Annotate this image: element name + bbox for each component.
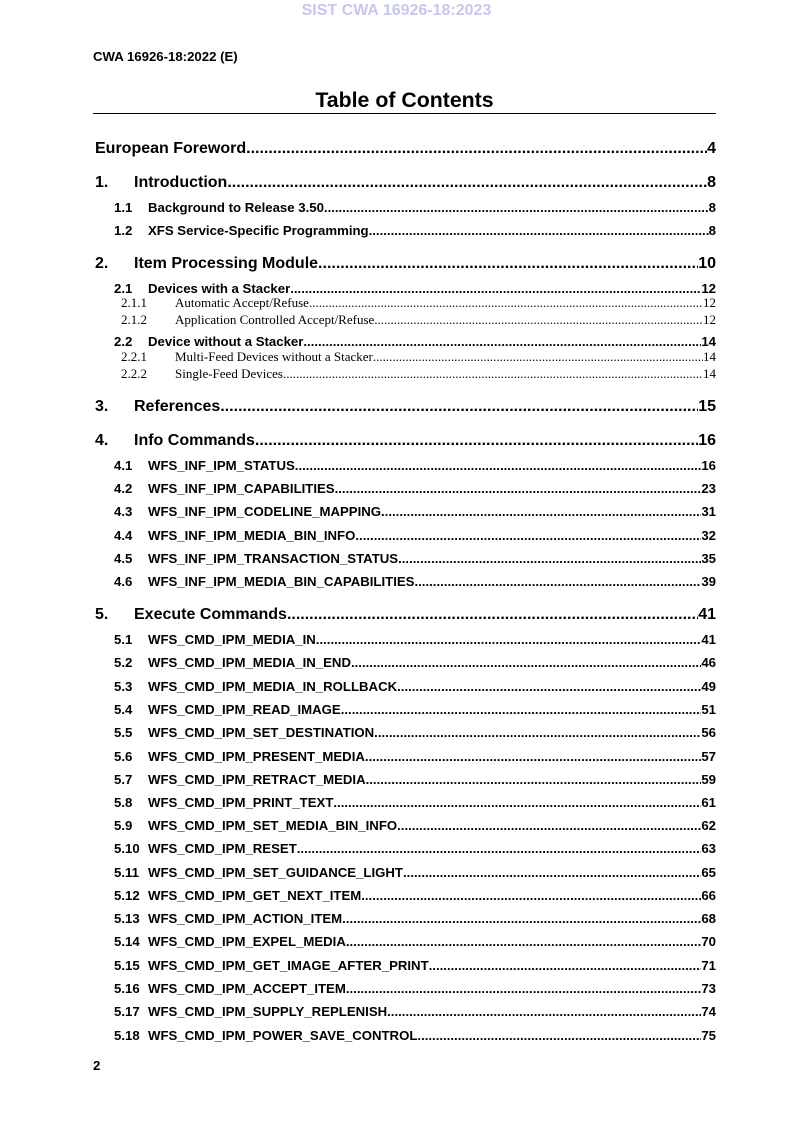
toc-dot-leader (283, 367, 703, 381)
toc-entry-title: WFS_CMD_IPM_SET_DESTINATION (148, 725, 375, 740)
toc-dot-leader (290, 281, 701, 297)
toc-entry-title: WFS_CMD_IPM_ACTION_ITEM (148, 911, 343, 926)
toc-dot-leader (342, 911, 701, 927)
toc-entry-title: Introduction (134, 174, 228, 191)
toc-section-number: 5.1 (114, 632, 133, 647)
toc-dot-leader (227, 173, 707, 193)
toc-section-number: 5.18 (114, 1028, 140, 1043)
toc-dot-leader (373, 350, 703, 364)
toc-dot-leader (355, 528, 701, 544)
toc-page-number: 32 (701, 528, 716, 543)
toc-entry[interactable] (95, 749, 716, 765)
title-divider (93, 113, 716, 114)
toc-page-number: 75 (701, 1028, 716, 1043)
toc-section-number: 5.4 (114, 702, 133, 717)
toc-section-number: 5.6 (114, 749, 133, 764)
toc-entry[interactable] (95, 296, 716, 310)
toc-page-number: 73 (701, 981, 716, 996)
toc-section-number: 1.2 (114, 223, 133, 238)
toc-entry-title: Multi-Feed Devices without a Stacker (175, 349, 373, 364)
toc-dot-leader (403, 865, 701, 881)
toc-entry-title: WFS_CMD_IPM_POWER_SAVE_CONTROL (148, 1028, 418, 1043)
toc-dot-leader (346, 934, 701, 950)
toc-page-number: 23 (701, 481, 716, 496)
toc-entry[interactable] (95, 1004, 716, 1020)
toc-entry-title: WFS_CMD_IPM_GET_NEXT_ITEM (148, 888, 362, 903)
toc-entry-title: European Foreword (95, 140, 247, 157)
toc-entry[interactable] (95, 458, 716, 474)
toc-entry[interactable] (95, 818, 716, 834)
toc-section-number: 4.1 (114, 458, 133, 473)
toc-section-number: 5.2 (114, 655, 133, 670)
toc-entry-title: Application Controlled Accept/Refuse (175, 312, 375, 327)
toc-entry-title: WFS_INF_IPM_CAPABILITIES (148, 481, 335, 496)
toc-section-number: 5.10 (114, 841, 140, 856)
toc-section-number: 2.2.1 (121, 349, 147, 364)
toc-dot-leader (381, 504, 701, 520)
toc-entry[interactable] (95, 1028, 716, 1044)
toc-page-number: 49 (701, 679, 716, 694)
toc-page-number: 74 (701, 1004, 716, 1019)
toc-page-number: 12 (703, 312, 716, 327)
toc-page-number: 8 (707, 174, 716, 191)
toc-entry-title: References (134, 398, 221, 415)
toc-entry-title: WFS_CMD_IPM_SUPPLY_REPLENISH (148, 1004, 388, 1019)
toc-entry-title: WFS_INF_IPM_STATUS (148, 458, 295, 473)
toc-dot-leader (417, 1028, 701, 1044)
toc-entry-title: WFS_CMD_IPM_MEDIA_IN (148, 632, 316, 647)
toc-section-number: 5.13 (114, 911, 140, 926)
toc-dot-leader (398, 551, 701, 567)
toc-dot-leader (366, 772, 702, 788)
toc-section-number: 3. (95, 398, 109, 415)
toc-dot-leader (341, 702, 702, 718)
toc-entry[interactable] (95, 431, 716, 451)
toc-entry[interactable] (95, 934, 716, 950)
toc-page-number: 57 (701, 749, 716, 764)
toc-entry[interactable] (95, 702, 716, 718)
toc-page-number: 16 (698, 432, 716, 449)
toc-entry[interactable] (95, 605, 716, 625)
toc-entry[interactable] (95, 504, 716, 520)
toc-section-number: 5.15 (114, 958, 140, 973)
toc-entry-title: WFS_INF_IPM_TRANSACTION_STATUS (148, 551, 399, 566)
toc-entry-title: WFS_CMD_IPM_READ_IMAGE (148, 702, 341, 717)
toc-entry-title: WFS_INF_IPM_CODELINE_MAPPING (148, 504, 382, 519)
toc-page-number: 61 (701, 795, 716, 810)
toc-section-number: 4.2 (114, 481, 133, 496)
toc-page-number: 39 (701, 574, 716, 589)
toc-section-number: 1.1 (114, 200, 133, 215)
toc-entry[interactable] (95, 795, 716, 811)
toc-section-number: 2.1 (114, 281, 133, 296)
toc-dot-leader (365, 749, 701, 765)
toc-page-number: 4 (707, 140, 716, 157)
toc-entry-title: WFS_CMD_IPM_MEDIA_IN_END (148, 655, 351, 670)
toc-page-number: 15 (698, 398, 716, 415)
toc-section-number: 5.7 (114, 772, 133, 787)
toc-entry[interactable] (95, 574, 716, 590)
toc-page-number: 59 (701, 772, 716, 787)
toc-section-number: 4.6 (114, 574, 133, 589)
toc-page-number: 41 (698, 606, 716, 623)
toc-section-number: 2.2 (114, 334, 133, 349)
toc-entry-title: Item Processing Module (134, 255, 319, 272)
toc-entry-title: WFS_CMD_IPM_SET_MEDIA_BIN_INFO (148, 818, 398, 833)
toc-section-number: 1. (95, 174, 109, 191)
toc-dot-leader (374, 313, 703, 327)
toc-entry-title: WFS_CMD_IPM_ACCEPT_ITEM (148, 981, 346, 996)
toc-entry[interactable] (95, 139, 716, 159)
toc-entry-title: WFS_CMD_IPM_PRESENT_MEDIA (148, 749, 365, 764)
toc-entry-title: Execute Commands (134, 606, 287, 623)
toc-page-number: 65 (701, 865, 716, 880)
toc-dot-leader (414, 574, 701, 590)
toc-page-number: 8 (708, 200, 716, 215)
watermark: SIST CWA 16926-18:2023 (301, 2, 492, 19)
toc-dot-leader (309, 296, 703, 310)
toc-section-number: 5.16 (114, 981, 140, 996)
page-title: Table of Contents (315, 88, 494, 112)
toc-dot-leader (333, 795, 701, 811)
toc-entry[interactable] (95, 528, 716, 544)
toc-dot-leader (335, 481, 702, 497)
toc-dot-leader (351, 655, 701, 671)
toc-dot-leader (246, 139, 707, 159)
toc-section-number: 4.3 (114, 504, 133, 519)
toc-page-number: 62 (701, 818, 716, 833)
toc-entry-title: WFS_CMD_IPM_MEDIA_IN_ROLLBACK (148, 679, 398, 694)
toc-page-number: 14 (701, 334, 716, 349)
toc-entry-title: Devices with a Stacker (148, 281, 291, 296)
toc-dot-leader (374, 725, 701, 741)
toc-entry-title: WFS_CMD_IPM_RESET (148, 841, 297, 856)
toc-dot-leader (316, 632, 702, 648)
toc-entry-title: WFS_INF_IPM_MEDIA_BIN_INFO (148, 528, 356, 543)
toc-entry[interactable] (95, 725, 716, 741)
toc-page-number: 10 (698, 255, 716, 272)
toc-section-number: 4.5 (114, 551, 133, 566)
toc-section-number: 2.1.2 (121, 312, 147, 327)
toc-page-number: 16 (701, 458, 716, 473)
toc-section-number: 5.9 (114, 818, 133, 833)
toc-entry-title: WFS_CMD_IPM_PRINT_TEXT (148, 795, 334, 810)
toc-page-number: 41 (701, 632, 716, 647)
toc-dot-leader (287, 605, 698, 625)
toc-entry[interactable] (95, 313, 716, 327)
toc-section-number: 5. (95, 606, 109, 623)
toc-page-number: 70 (701, 934, 716, 949)
toc-page-number: 68 (701, 911, 716, 926)
toc-entry[interactable] (95, 551, 716, 567)
toc-entry-title: Background to Release 3.50 (148, 200, 324, 215)
toc-dot-leader (397, 818, 701, 834)
toc-section-number: 4.4 (114, 528, 133, 543)
toc-entry-title: Automatic Accept/Refuse (175, 295, 309, 310)
toc-page-number: 12 (703, 295, 716, 310)
document-id: CWA 16926-18:2022 (E) (93, 49, 238, 64)
toc-section-number: 5.5 (114, 725, 133, 740)
toc-dot-leader (297, 841, 702, 857)
toc-entry[interactable] (95, 865, 716, 881)
toc-entry[interactable] (95, 958, 716, 974)
toc-entry[interactable] (95, 481, 716, 497)
toc-dot-leader (255, 431, 698, 451)
toc-page-number: 56 (701, 725, 716, 740)
toc-entry[interactable] (95, 888, 716, 904)
toc-page-number: 14 (703, 349, 716, 364)
toc-dot-leader (220, 397, 698, 417)
toc-entry-title: WFS_CMD_IPM_RETRACT_MEDIA (148, 772, 366, 787)
toc-dot-leader (429, 958, 702, 974)
toc-entry-title: Device without a Stacker (148, 334, 304, 349)
toc-entry[interactable] (95, 632, 716, 648)
toc-dot-leader (303, 334, 701, 350)
toc-entry-title: WFS_CMD_IPM_EXPEL_MEDIA (148, 934, 346, 949)
toc-entry[interactable] (95, 911, 716, 927)
toc-entry[interactable] (95, 679, 716, 695)
toc-entry-title: XFS Service-Specific Programming (148, 223, 369, 238)
toc-page-number: 71 (701, 958, 716, 973)
footer-page-number: 2 (93, 1058, 101, 1073)
toc-entry[interactable] (95, 200, 716, 216)
toc-section-number: 4. (95, 432, 109, 449)
toc-dot-leader (295, 458, 702, 474)
toc-entry[interactable] (95, 367, 716, 381)
toc-entry[interactable] (95, 254, 716, 274)
toc-dot-leader (318, 254, 698, 274)
toc-page-number: 63 (701, 841, 716, 856)
toc-section-number: 2. (95, 255, 109, 272)
toc-entry-title: Info Commands (134, 432, 255, 449)
toc-entry[interactable] (95, 397, 716, 417)
toc-entry[interactable] (95, 334, 716, 350)
toc-entry[interactable] (95, 655, 716, 671)
toc-entry[interactable] (95, 841, 716, 857)
toc-page-number: 66 (701, 888, 716, 903)
toc-entry-title: Single-Feed Devices (175, 366, 283, 381)
toc-dot-leader (346, 981, 701, 997)
toc-page-number: 31 (701, 504, 716, 519)
toc-section-number: 5.3 (114, 679, 133, 694)
toc-entry[interactable] (95, 173, 716, 193)
toc-dot-leader (324, 200, 709, 216)
toc-entry[interactable] (95, 772, 716, 788)
toc-entry[interactable] (95, 223, 716, 239)
toc-dot-leader (387, 1004, 701, 1020)
toc-dot-leader (369, 223, 709, 239)
toc-page-number: 12 (701, 281, 716, 296)
toc-section-number: 5.8 (114, 795, 133, 810)
toc-section-number: 2.2.2 (121, 366, 147, 381)
toc-page-number: 35 (701, 551, 716, 566)
toc-section-number: 5.11 (114, 865, 139, 880)
toc-entry-title: WFS_INF_IPM_MEDIA_BIN_CAPABILITIES (148, 574, 415, 589)
toc-page-number: 14 (703, 366, 716, 381)
toc-entry[interactable] (95, 350, 716, 364)
toc-dot-leader (397, 679, 701, 695)
toc-entry-title: WFS_CMD_IPM_SET_GUIDANCE_LIGHT (148, 865, 403, 880)
toc-page-number: 8 (708, 223, 716, 238)
toc-entry-title: WFS_CMD_IPM_GET_IMAGE_AFTER_PRINT (148, 958, 429, 973)
toc-section-number: 2.1.1 (121, 295, 147, 310)
toc-page-number: 46 (701, 655, 716, 670)
toc-dot-leader (361, 888, 701, 904)
toc-section-number: 5.17 (114, 1004, 140, 1019)
toc-section-number: 5.14 (114, 934, 140, 949)
toc-entry[interactable] (95, 981, 716, 997)
toc-page-number: 51 (701, 702, 716, 717)
toc-section-number: 5.12 (114, 888, 140, 903)
